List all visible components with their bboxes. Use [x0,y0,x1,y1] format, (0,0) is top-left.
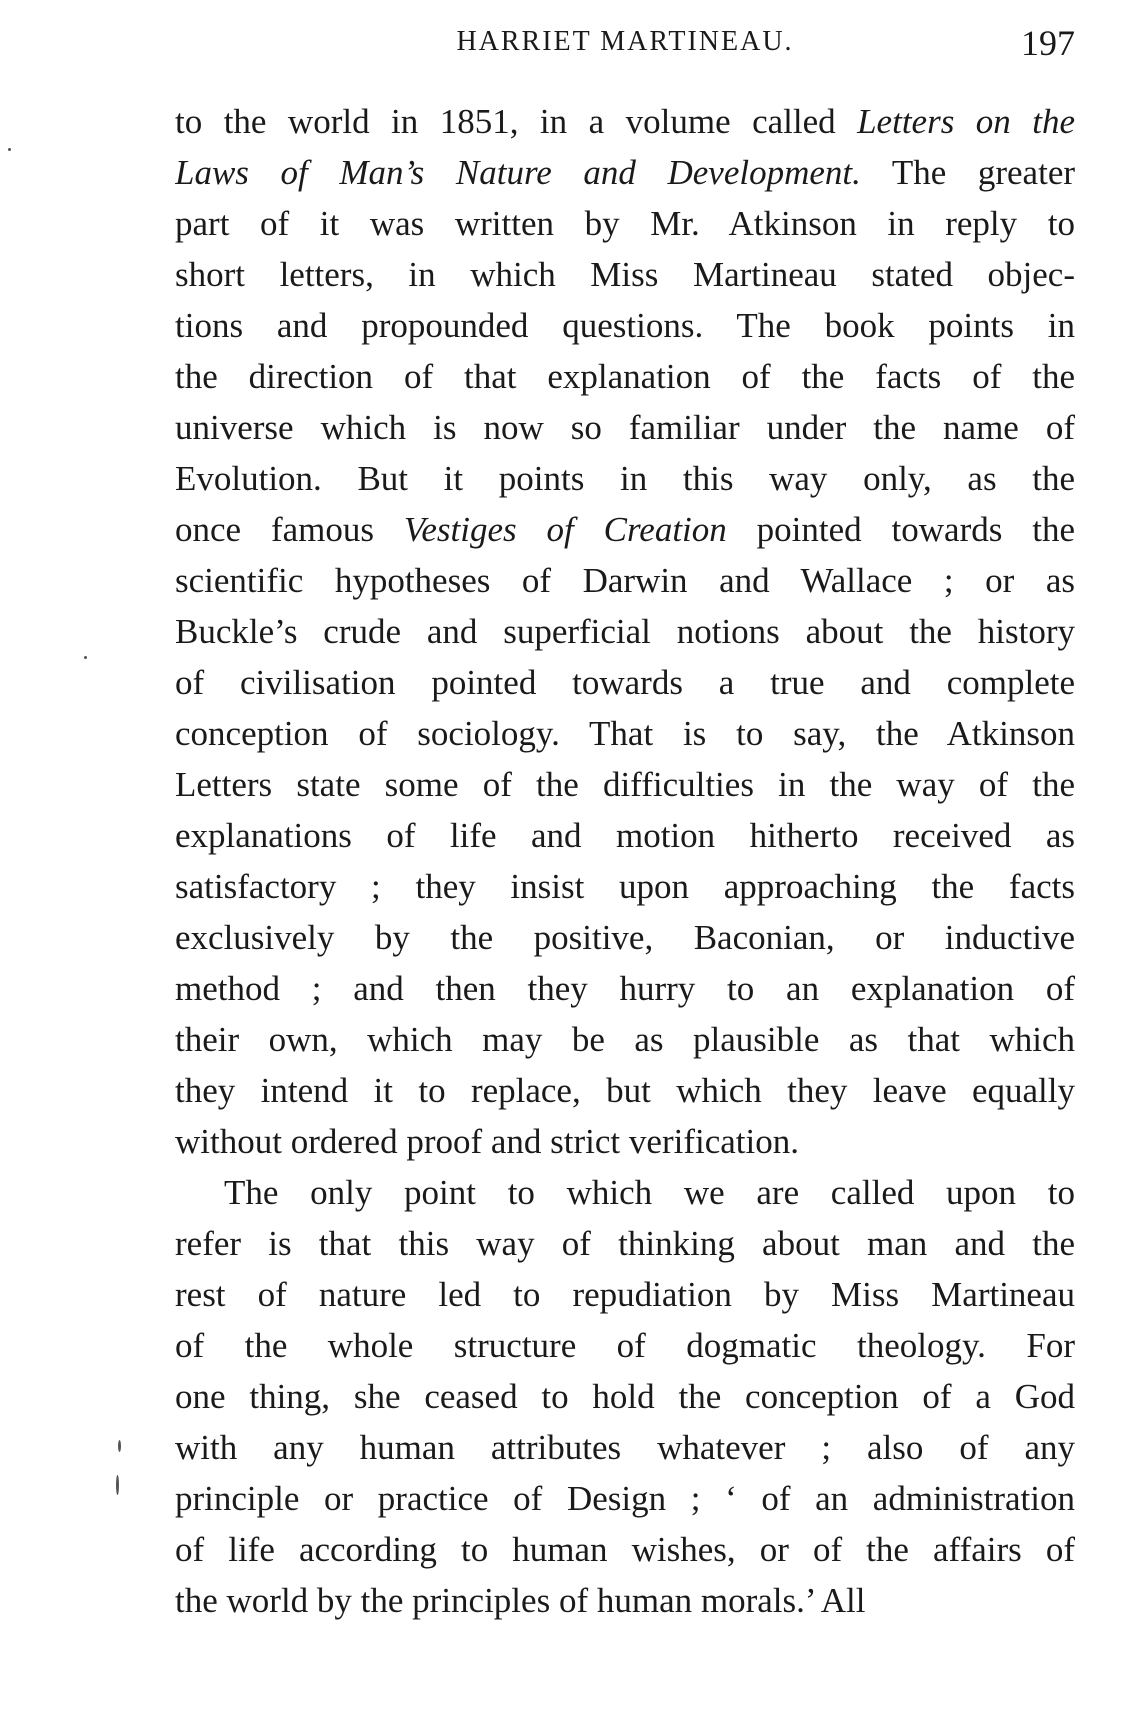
text-segment: of the whole structure of dogmatic theology. For [175,1326,1075,1365]
text-line [175,1218,1075,1269]
text-segment: principle or practice of Design ; ‘ of an administration [175,1479,1075,1518]
running-title: HARRIET MARTINEAU. [456,26,794,57]
text-segment: conception of sociology. That is to say, the Atkinson [175,714,1075,753]
text-segment: one thing, she ceased to hold the conception of a God [175,1377,1075,1416]
text-segment: Evolution. But it points in this way only, as the [175,459,1075,498]
text-line [175,963,1075,1014]
text-line [175,351,1075,402]
text-line [175,1524,1075,1575]
body-text [175,96,1075,1626]
text-segment: exclusively by the positive, Baconian, or inductive [175,918,1075,957]
text-segment: of civilisation pointed towards a true and complete [175,663,1075,702]
text-segment: rest of nature led to repudiation by Miss Martineau [175,1275,1075,1314]
text-segment: once famous [175,510,404,549]
text-segment: part of it was written by Mr. Atkinson in reply to [175,204,1075,243]
italic-title: Letters on the [857,102,1075,141]
page-number: 197 [1021,23,1075,63]
text-segment: their own, which may be as plausible as that which [175,1020,1075,1059]
text-line [175,810,1075,861]
text-line [175,1575,1075,1626]
text-line [175,759,1075,810]
text-line [175,861,1075,912]
text-line [175,300,1075,351]
text-segment: The greater [860,153,1075,192]
text-line [175,504,1075,555]
text-segment: with any human attributes whatever ; also of any [175,1428,1075,1467]
text-line [175,402,1075,453]
text-segment: they intend it to replace, but which they leave equally [175,1071,1075,1110]
text-line [175,1065,1075,1116]
text-segment: pointed towards the [726,510,1075,549]
italic-title: Vestiges of Creation [403,510,727,549]
text-line [175,198,1075,249]
text-segment: short letters, in which Miss Martineau stated objec- [175,255,1075,294]
text-segment: the direction of that explanation of the facts of the [175,357,1075,396]
text-line [175,1371,1075,1422]
text-segment: Letters state some of the difficulties in the way of the [175,765,1075,804]
scan-speck [118,1440,121,1452]
text-segment: scientific hypotheses of Darwin and Wallace ; or as [175,561,1075,600]
text-line [175,249,1075,300]
text-segment: method ; and then they hurry to an explanation of [175,969,1075,1008]
text-line [175,657,1075,708]
text-segment: refer is that this way of thinking about man and the [175,1224,1075,1263]
text-line [175,606,1075,657]
text-line [175,555,1075,606]
text-segment: of life according to human wishes, or of the affairs of [175,1530,1075,1569]
scan-speck [84,656,87,659]
running-head [175,22,1075,66]
text-line [175,1014,1075,1065]
text-segment: Buckle’s crude and superficial notions about the history [175,612,1075,651]
italic-title: Laws of Man’s Nature and Development. [175,153,861,192]
text-line [175,1269,1075,1320]
text-segment: tions and propounded questions. The book points in [175,306,1075,345]
text-line [175,1422,1075,1473]
text-segment: satisfactory ; they insist upon approaching the facts [175,867,1075,906]
text-line [175,1473,1075,1524]
text-line [175,1320,1075,1371]
text-line [175,1167,1075,1218]
text-line [175,147,1075,198]
text-segment: The only point to which we are called upon to [224,1173,1075,1212]
scan-speck [116,1475,119,1495]
text-segment: to the world in 1851, in a volume called [175,102,858,141]
text-line [175,453,1075,504]
text-line [175,96,1075,147]
text-segment: explanations of life and motion hitherto received as [175,816,1075,855]
text-line [175,1116,1075,1167]
text-line [175,912,1075,963]
text-segment: without ordered proof and strict verification. [175,1122,799,1161]
text-line [175,708,1075,759]
scan-speck [8,148,11,151]
text-segment: the world by the principles of human morals.’ All [175,1581,866,1620]
text-segment: universe which is now so familiar under the name of [175,408,1075,447]
